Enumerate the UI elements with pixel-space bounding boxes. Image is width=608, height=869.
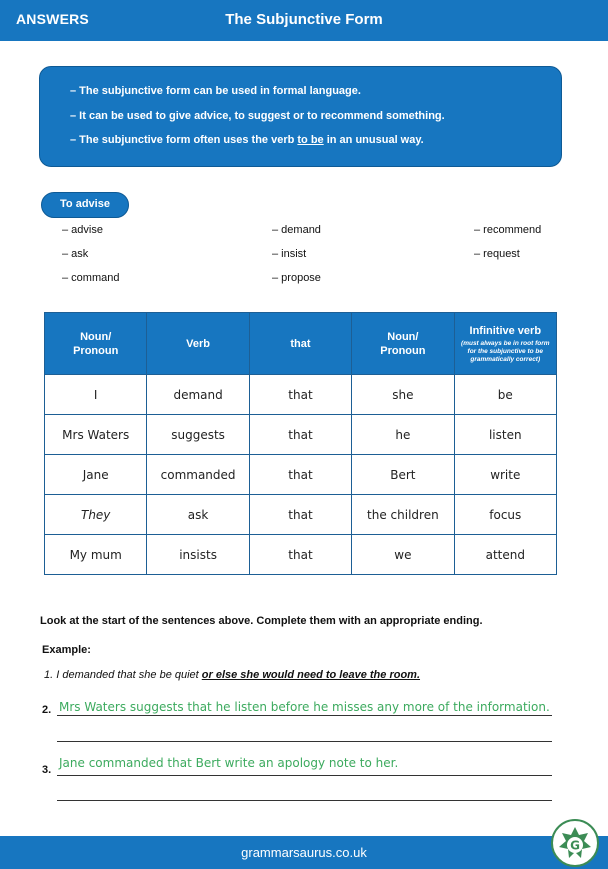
answer-3-extra-line <box>57 800 552 801</box>
footer-bar <box>0 836 608 869</box>
header-noun-pronoun: Noun/ Pronoun <box>45 313 147 375</box>
instruction-text: Look at the start of the sentences above. Complete them with an appropriate ending. <box>40 615 483 627</box>
verb-command: – command <box>62 272 120 284</box>
info-line-3: – The subjunctive form often uses the verb to be in an unusual way. <box>70 134 424 146</box>
table-cell: the children <box>352 495 454 535</box>
table-cell: she <box>352 375 454 415</box>
info-box <box>39 66 562 167</box>
logo-letter: G <box>570 838 580 853</box>
table-row <box>45 415 557 455</box>
example-sentence: 1. I demanded that she be quiet or else she would need to leave the room. <box>44 669 421 681</box>
table-cell: My mum <box>45 535 147 575</box>
table-header-row <box>45 313 557 375</box>
table-row <box>45 535 557 575</box>
table-cell: insists <box>147 535 249 575</box>
verb-request: – request <box>474 248 520 260</box>
header-verb: Verb <box>147 313 249 375</box>
example-label: Example: <box>42 644 91 656</box>
table-cell: suggests <box>147 415 249 455</box>
table-cell: that <box>249 535 351 575</box>
table-cell: that <box>249 375 351 415</box>
table-cell: that <box>249 495 351 535</box>
table-cell: Jane <box>45 455 147 495</box>
to-advise-pill: To advise <box>41 192 129 218</box>
table-cell: attend <box>454 535 556 575</box>
answer-2-number: 2. <box>42 704 52 716</box>
table-cell: be <box>454 375 556 415</box>
info-line-2: – It can be used to give advice, to suggest or to recommend something. <box>70 110 445 122</box>
answers-label: ANSWERS <box>16 11 89 27</box>
table-row <box>45 495 557 535</box>
table-cell: listen <box>454 415 556 455</box>
verb-advise: – advise <box>62 224 103 236</box>
header-note: (must always be in root form for the subjunctive to be grammatically correct) <box>461 339 550 363</box>
page-title: The Subjunctive Form <box>225 11 383 28</box>
subjunctive-table <box>44 312 557 575</box>
verb-ask: – ask <box>62 248 89 260</box>
table-cell: commanded <box>147 455 249 495</box>
table-cell: that <box>249 455 351 495</box>
answer-2-line <box>57 715 552 716</box>
answer-3-number: 3. <box>42 764 52 776</box>
header-noun-pronoun-2: Noun/ Pronoun <box>352 313 454 375</box>
grammarsaurus-logo-icon <box>551 819 599 867</box>
example-ending: or else she would need to leave the room. <box>201 669 421 681</box>
answer-3-text: Jane commanded that Bert write an apology note to her. <box>59 756 399 770</box>
table-cell: we <box>352 535 454 575</box>
table-row <box>45 375 557 415</box>
table-cell: I <box>45 375 147 415</box>
table-cell: that <box>249 415 351 455</box>
header-infinitive-verb: Infinitive verb (must always be in root form for the subjunctive to be grammatically correct) <box>454 313 556 375</box>
header-bar <box>0 0 608 41</box>
header-that: that <box>249 313 351 375</box>
answer-3-line <box>57 775 552 776</box>
footer-url: grammarsaurus.co.uk <box>241 845 367 860</box>
to-be-underlined: to be <box>297 134 324 146</box>
verb-insist: – insist <box>272 248 307 260</box>
table-cell: ask <box>147 495 249 535</box>
logo-graphic <box>553 821 597 865</box>
verb-demand: – demand <box>272 224 321 236</box>
table-cell: They <box>45 495 147 535</box>
table-cell: write <box>454 455 556 495</box>
table-cell: Mrs Waters <box>45 415 147 455</box>
table-cell: he <box>352 415 454 455</box>
answer-2-text: Mrs Waters suggests that he listen before he misses any more of the information. <box>59 700 550 714</box>
info-line-1: – The subjunctive form can be used in formal language. <box>70 85 361 97</box>
table-cell: demand <box>147 375 249 415</box>
table-cell: focus <box>454 495 556 535</box>
table-cell: Bert <box>352 455 454 495</box>
answer-2-extra-line <box>57 741 552 742</box>
verb-propose: – propose <box>272 272 321 284</box>
verb-recommend: – recommend <box>474 224 542 236</box>
table-row <box>45 455 557 495</box>
